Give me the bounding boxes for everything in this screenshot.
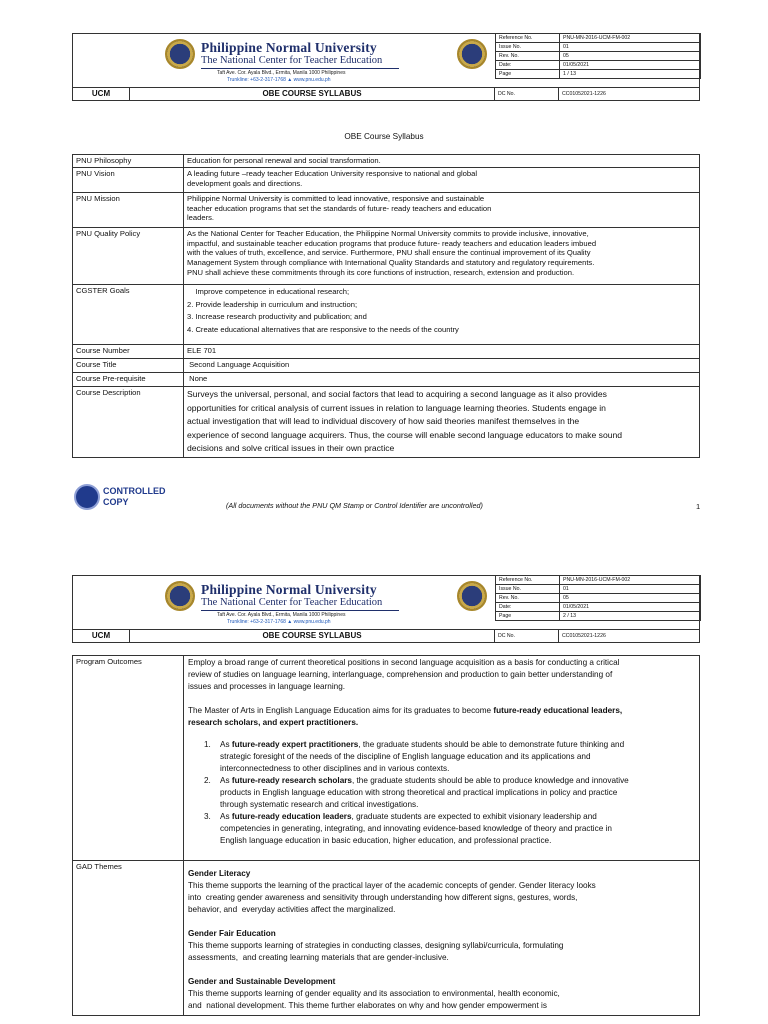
paragraph-line: and national development. This theme further elaborates on why and how gender empowerment is <box>188 1001 547 1010</box>
header-divider <box>201 68 399 69</box>
table-row <box>73 345 700 359</box>
meta-value: 01 <box>560 43 701 52</box>
table-row <box>73 387 700 458</box>
meta-label: Reference No. <box>496 576 560 585</box>
row-label: Course Number <box>73 345 184 359</box>
outcomes-table <box>72 655 700 1016</box>
document-title: OBE Course Syllabus <box>344 132 424 141</box>
page-number: 1 <box>696 502 701 511</box>
university-name: Philippine Normal University <box>201 40 377 55</box>
row-label: PNU Philosophy <box>73 155 184 168</box>
document-meta-table <box>495 33 701 79</box>
header-title-bar <box>72 87 700 101</box>
stamp-line: CONTROLLED <box>103 486 166 496</box>
syllabus-info-table <box>72 154 700 458</box>
uncontrolled-disclaimer: (All documents without the PNU QM Stamp or Control Identifier are uncontrolled) <box>226 501 483 510</box>
table-row <box>73 285 700 345</box>
row-value: A leading future –ready teacher Education University responsive to national and global development goals and directions. <box>184 168 700 193</box>
page1-header <box>72 33 700 101</box>
gad-heading: Gender and Sustainable Development <box>188 977 336 986</box>
table-row <box>73 373 700 387</box>
table-row <box>73 359 700 373</box>
paragraph-line: Employ a broad range of current theoretical positions in second language acquisition as a basis for conducting a critical <box>188 658 620 667</box>
table-row <box>73 155 700 168</box>
row-value: Philippine Normal University is committed to lead innovative, responsive and sustainable teacher education programs that set the standards of future- ready teachers and education leaders. <box>184 193 700 228</box>
list-item: 2. As future-ready research scholars, the graduate students should be able to produce knowledge and innovative products in English language education with strong theoretical and practical implications in policy and practice through systematic research and critical investigations. <box>204 776 629 809</box>
document-meta-table <box>495 575 701 621</box>
paragraph-line: into creating gender awareness and sensitivity through understanding how different signs, gestures, words, <box>188 893 578 902</box>
university-tagline: The National Center for Teacher Education <box>201 597 383 608</box>
meta-value: PNU-MN-2016-UCM-FM-002 <box>560 576 701 585</box>
meta-value: 1 / 13 <box>560 70 701 79</box>
header-divider <box>201 610 399 611</box>
meta-label: Reference No. <box>496 34 560 43</box>
header-title-bar <box>72 629 700 643</box>
meta-label: Rev. No. <box>496 594 560 603</box>
university-contact-link[interactable]: Trunkline: +63-2-317-1768 ▲ www.pnu.edu.ph <box>227 619 331 625</box>
meta-label: Issue No. <box>496 585 560 594</box>
outcomes-list <box>188 739 695 847</box>
meta-label: DC No. <box>495 88 559 100</box>
header-branding <box>73 576 495 630</box>
controlled-copy-stamp-icon <box>74 484 100 510</box>
meta-value: 05 <box>560 52 701 61</box>
meta-label: Date: <box>496 603 560 612</box>
row-value: None <box>184 373 700 387</box>
meta-value: CC01052021-1226 <box>562 91 606 97</box>
ma-aims-line: The Master of Arts in English Language Education aims for its graduates to become future-ready educational leaders, <box>188 706 623 715</box>
row-label: GAD Themes <box>73 861 184 1016</box>
meta-value: CC01052021-1226 <box>562 633 606 639</box>
iso-seal-icon <box>457 581 487 611</box>
table-row <box>73 861 700 1016</box>
table-row <box>73 228 700 285</box>
meta-value: 05 <box>560 594 701 603</box>
meta-value: 01/05/2021 <box>560 61 701 70</box>
ma-aims-line: research scholars, and expert practitioners. <box>188 718 359 727</box>
table-row <box>73 168 700 193</box>
meta-label: DC No. <box>495 630 559 642</box>
header-branding <box>73 34 495 88</box>
unit-code: UCM <box>73 88 130 100</box>
list-item: 3. As future-ready education leaders, graduate students are expected to exhibit visionary leadership and competencies in generating, integrating, and innovating evidence-based knowledge of theory and practice in English language education in basic education, higher education, and professional practice. <box>204 812 612 845</box>
header-logo-area <box>72 33 700 87</box>
meta-label: Issue No. <box>496 43 560 52</box>
paragraph-line: issues and processes in language learning. <box>188 682 346 691</box>
paragraph-line: behavior, and everyday activities affect the marginalized. <box>188 905 396 914</box>
university-name: Philippine Normal University <box>201 582 377 597</box>
row-value: ELE 701 <box>184 345 700 359</box>
list-item: 1. As future-ready expert practitioners, the graduate students should be able to demonstrate future thinking and strategic foresight of the needs of the discipline of English language education and its applications and interconnectedness to other disciplines and in various contexts. <box>204 740 625 773</box>
row-value: Second Language Acquisition <box>184 359 700 373</box>
table-row <box>73 193 700 228</box>
row-label: Course Description <box>73 387 184 458</box>
gad-heading: Gender Fair Education <box>188 929 276 938</box>
paragraph-line: This theme supports the learning of the practical layer of the academic concepts of gender. Gender literacy looks <box>188 881 596 890</box>
row-value: As the National Center for Teacher Education, the Philippine Normal University commits to provide inclusive, innovative, impactful, and sustainable teacher education programs that produce future- ready teachers and education leaders imbued with the values of truth, excellence, and service. Furthermore, PNU shall ensure the continual improvement of its Quality Management System through compliance with International Quality Standards and statutory and regulatory requirements. PNU shall achieve these commitments through its core functions of instruction, research, extension and production. <box>184 228 700 285</box>
row-label: Program Outcomes <box>73 656 184 861</box>
unit-code: UCM <box>73 630 130 642</box>
course-description: Surveys the universal, personal, and social factors that lead to acquiring a second language as it also provides opportunities for critical analysis of current issues in relation to language learning theories. Students engage in actual investigation that will lead to individual discovery of how said theories manifest themselves in the experience of second language acquirers. Thus, the course will enable second language educators to make sound decisions and solve critical issues in their own practice <box>184 387 700 458</box>
row-value: Improve competence in educational research; 2. Provide leadership in curriculum and instruction; 3. Increase research productivity and publication; and 4. Create educational alternatives that are responsive to the needs of the country <box>184 285 700 345</box>
university-address: Taft Ave. Cor. Ayala Blvd., Ermita, Manila 1000 Philippines <box>217 70 346 76</box>
pnu-seal-icon <box>165 39 195 69</box>
meta-value: PNU-MN-2016-UCM-FM-002 <box>560 34 701 43</box>
meta-value: 2 / 13 <box>560 612 701 621</box>
meta-label: Rev. No. <box>496 52 560 61</box>
pnu-seal-icon <box>165 581 195 611</box>
meta-label: Date: <box>496 61 560 70</box>
page2-header <box>72 575 700 643</box>
iso-seal-icon <box>457 39 487 69</box>
row-label: Course Title <box>73 359 184 373</box>
form-title: OBE COURSE SYLLABUS <box>130 630 495 642</box>
row-label: CGSTER Goals <box>73 285 184 345</box>
meta-value: 01/05/2021 <box>560 603 701 612</box>
paragraph-line: review of studies on language learning, interlanguage, comprehension and production to gain better understanding of <box>188 670 613 679</box>
table-row <box>73 656 700 861</box>
row-label: PNU Vision <box>73 168 184 193</box>
row-value: Education for personal renewal and social transformation. <box>184 155 700 168</box>
paragraph-line: This theme supports learning of gender equality and its association to environmental, health economic, <box>188 989 560 998</box>
meta-label: Page <box>496 612 560 621</box>
paragraph-line: This theme supports learning of strategies in conducting classes, designing syllabi/curricula, formulating <box>188 941 564 950</box>
meta-value: 01 <box>560 585 701 594</box>
row-label: PNU Quality Policy <box>73 228 184 285</box>
form-title: OBE COURSE SYLLABUS <box>130 88 495 100</box>
meta-label: Page <box>496 70 560 79</box>
stamp-line: COPY <box>103 497 129 507</box>
university-contact-link[interactable]: Trunkline: +63-2-317-1768 ▲ www.pnu.edu.ph <box>227 77 331 83</box>
row-label: Course Pre-requisite <box>73 373 184 387</box>
paragraph-line: assessments, and creating learning materials that are gender-inclusive. <box>188 953 449 962</box>
university-tagline: The National Center for Teacher Education <box>201 55 383 66</box>
controlled-copy-label <box>103 486 166 508</box>
header-logo-area <box>72 575 700 629</box>
gad-heading: Gender Literacy <box>188 869 251 878</box>
gad-themes-content <box>184 861 700 1016</box>
row-label: PNU Mission <box>73 193 184 228</box>
program-outcomes-content <box>184 656 700 861</box>
university-address: Taft Ave. Cor. Ayala Blvd., Ermita, Manila 1000 Philippines <box>217 612 346 618</box>
